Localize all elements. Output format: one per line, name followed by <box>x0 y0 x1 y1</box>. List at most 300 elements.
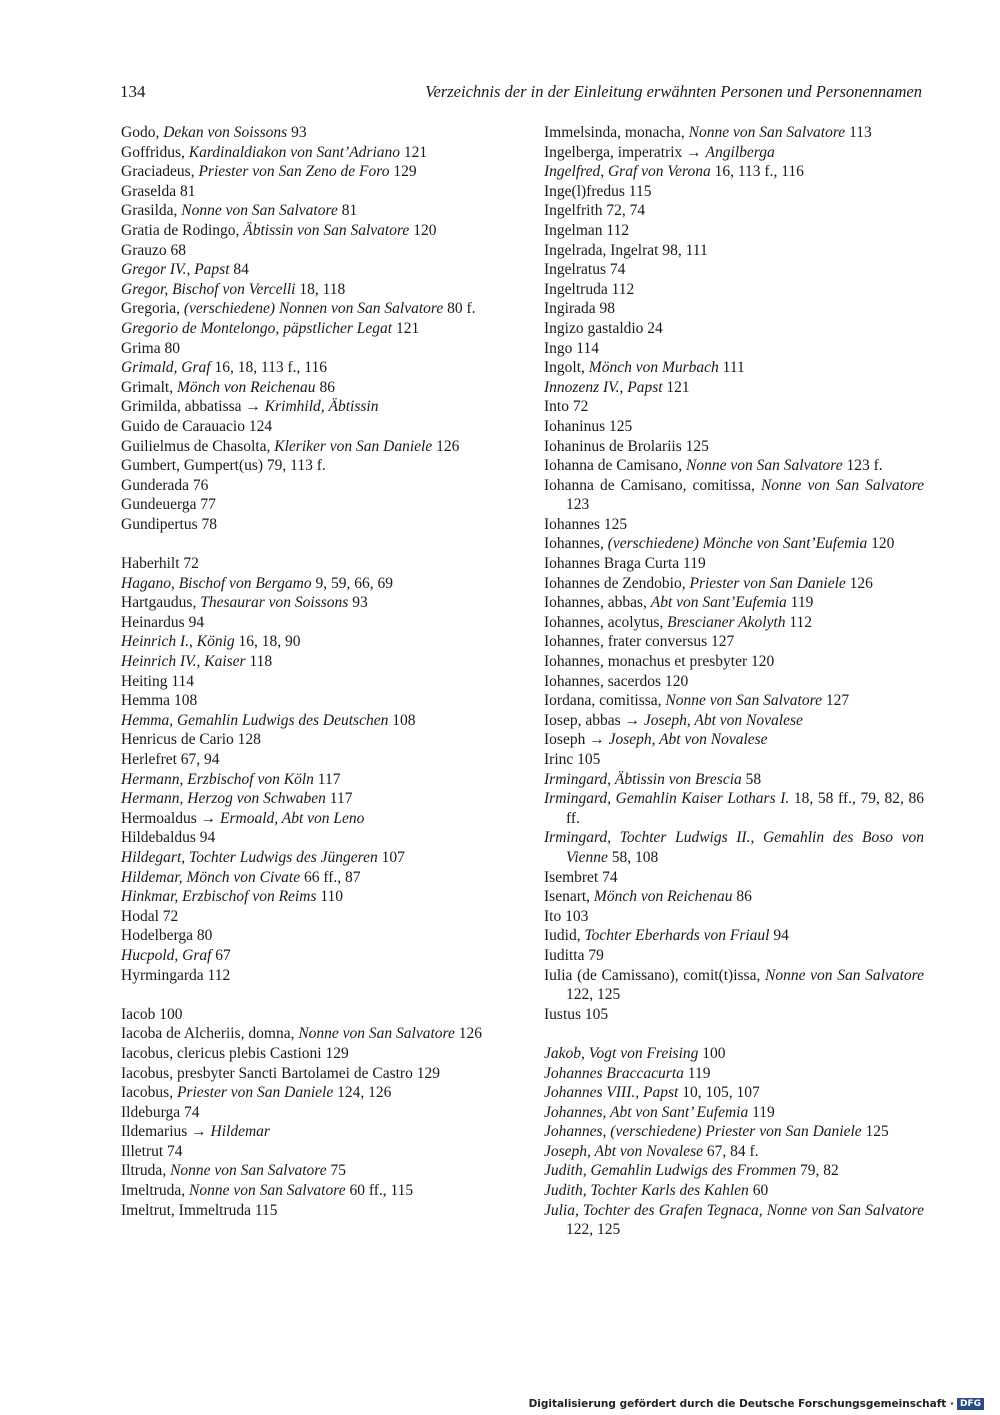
index-entry <box>544 397 924 417</box>
entry-italic-text: Angilberga <box>705 143 775 161</box>
entry-text: 10, 105, 107 <box>678 1084 760 1102</box>
entry-text: 58 <box>741 770 762 788</box>
index-entry <box>121 123 506 143</box>
entry-text: Grasilda, <box>121 202 182 220</box>
index-entry <box>121 966 506 986</box>
index-entry <box>121 339 506 359</box>
index-entry <box>544 926 924 946</box>
running-title: Verzeichnis der in der Einleitung erwähnten Personen und Personennamen <box>425 82 922 101</box>
entry-text: Gunderada 76 <box>121 476 209 494</box>
index-entry <box>544 241 924 261</box>
index-entry <box>121 926 506 946</box>
index-entry <box>121 1201 506 1221</box>
entry-text: Iohannes, abbas, <box>544 594 651 612</box>
entry-text: Heinardus 94 <box>121 613 205 631</box>
section-gap <box>544 1024 924 1044</box>
index-entry <box>121 887 506 907</box>
entry-text: Iohannes Braga Curta 119 <box>544 555 706 573</box>
entry-text: Ingelfrith 72, 74 <box>544 202 646 220</box>
index-entry <box>121 750 506 770</box>
entry-text: Iacobus, <box>121 1084 177 1102</box>
entry-text: Iohannes, sacerdos 120 <box>544 672 689 690</box>
section-gap <box>121 534 506 554</box>
index-entry <box>121 1181 506 1201</box>
entry-text: Grimilda, abbatissa → <box>121 398 265 416</box>
entry-text: 111 <box>718 359 745 377</box>
entry-text: Iohaninus de Brolariis 125 <box>544 437 709 455</box>
index-entry <box>121 495 506 515</box>
entry-italic-text: Ingelfred, Graf von Verona <box>544 163 711 181</box>
entry-text: Iohannes, acolytus, <box>544 613 668 631</box>
entry-text: 117 <box>325 790 353 808</box>
entry-text: Iuditta 79 <box>544 946 604 964</box>
entry-text: 67, 84 f. <box>702 1142 759 1160</box>
entry-italic-text: Thesaurar von Soissons <box>200 594 349 612</box>
index-entry <box>121 260 506 280</box>
entry-text: Hartgaudus, <box>121 594 201 612</box>
entry-text: Grima 80 <box>121 339 180 357</box>
entry-italic-text: Kleriker von San Daniele <box>274 437 433 455</box>
index-entry <box>121 1103 506 1123</box>
dfg-logo: DFG <box>957 1398 984 1410</box>
index-entry <box>544 750 924 770</box>
entry-text: Iacobus, clericus plebis Castioni 129 <box>121 1044 349 1062</box>
index-entry <box>544 828 924 867</box>
entry-text: Iacobus, presbyter Sancti Bartolamei de Castro 129 <box>121 1064 440 1082</box>
index-entry <box>121 515 506 535</box>
index-entry <box>544 691 924 711</box>
entry-text: Grauzo 68 <box>121 241 186 259</box>
index-column-left <box>121 123 506 1220</box>
index-entry <box>121 868 506 888</box>
entry-text: Graselda 81 <box>121 182 196 200</box>
entry-text: Gregoria, <box>121 300 184 318</box>
entry-text: 58, 108 <box>607 848 659 866</box>
entry-text: 125 <box>861 1123 889 1141</box>
index-entry <box>544 162 924 182</box>
entry-text: Iohaninus 125 <box>544 417 633 435</box>
entry-text: Ildemarius → <box>121 1123 211 1141</box>
index-entry <box>121 397 506 417</box>
entry-italic-text: Mönch von Murbach <box>588 359 719 377</box>
entry-text: Grimalt, <box>121 378 177 396</box>
index-entry <box>544 358 924 378</box>
entry-text: Ingelratus 74 <box>544 261 626 279</box>
entry-italic-text: Hildegart, Tochter Ludwigs des Jüngeren <box>121 848 378 866</box>
entry-text: 67 <box>211 946 231 964</box>
footer-credit: Digitalisierung gefördert durch die Deutsche Forschungsgemeinschaft · <box>528 1398 954 1410</box>
entry-italic-text: Nonne von San Salvatore <box>765 966 924 984</box>
entry-italic-text: Hagano, Bischof von Bergamo <box>121 574 312 592</box>
index-entry <box>544 260 924 280</box>
index-entry <box>544 221 924 241</box>
entry-italic-text: Nonne von San Salvatore <box>760 476 924 494</box>
index-entry <box>121 182 506 202</box>
index-entry <box>121 848 506 868</box>
entry-italic-text: Abt von Sant’Eufemia <box>650 594 787 612</box>
entry-text: Into 72 <box>544 398 589 416</box>
entry-text: Ioseph → <box>544 731 609 749</box>
index-entry <box>544 1122 924 1142</box>
entry-italic-text: Joseph, Abt von Novalese <box>608 731 768 749</box>
entry-text: Graciadeus, <box>121 163 199 181</box>
index-entry <box>544 378 924 398</box>
index-entry <box>121 1024 506 1044</box>
entry-text: Iohannes, frater conversus 127 <box>544 633 735 651</box>
entry-text: 126 <box>454 1025 483 1043</box>
index-entry <box>544 1064 924 1084</box>
entry-text: Hyrmingarda 112 <box>121 966 231 984</box>
entry-text: Heiting 114 <box>121 672 195 690</box>
index-entry <box>121 378 506 398</box>
index-entry <box>121 201 506 221</box>
entry-text: 60 ff., 115 <box>345 1182 414 1200</box>
entry-italic-text: Gregorio de Montelongo, päpstlicher Legat <box>121 319 393 337</box>
index-entry <box>544 613 924 633</box>
entry-text: 121 <box>662 378 690 396</box>
index-entry <box>544 417 924 437</box>
index-entry <box>121 417 506 437</box>
entry-italic-text: Judith, Tochter Karls des Kahlen <box>544 1182 749 1200</box>
index-entry <box>121 770 506 790</box>
entry-text: Ildeburga 74 <box>121 1103 200 1121</box>
entry-text: Iudid, <box>544 927 585 945</box>
index-column-right <box>544 123 924 1240</box>
index-entry <box>544 1044 924 1064</box>
index-entry <box>121 456 506 476</box>
index-entry <box>121 809 506 829</box>
index-entry <box>544 770 924 790</box>
index-entry <box>544 182 924 202</box>
entry-text: 122, 125 <box>566 986 621 1004</box>
entry-text: 93 <box>287 124 307 141</box>
entry-italic-text: Nonne von San Salvatore <box>181 202 338 220</box>
entry-italic-text: Joseph, Abt von Novalese <box>544 1142 703 1160</box>
entry-italic-text: Nonne von San Salvatore <box>665 692 822 710</box>
index-entry <box>544 593 924 613</box>
entry-text: Ingizo gastaldio 24 <box>544 319 663 337</box>
index-entry <box>544 456 924 476</box>
index-entry <box>544 966 924 1005</box>
entry-text: 121 <box>400 143 428 161</box>
index-entry <box>121 476 506 496</box>
entry-text: 75 <box>326 1162 347 1180</box>
entry-italic-text: Priester von San Daniele <box>176 1084 334 1102</box>
entry-text: Iohannes de Zendobio, <box>544 574 690 592</box>
entry-text: Iacob 100 <box>121 1005 183 1023</box>
entry-italic-text: Hildemar <box>210 1123 270 1141</box>
entry-italic-text: Hildemar, Mönch von Civate <box>121 868 301 886</box>
index-entry <box>121 1005 506 1025</box>
index-entry <box>544 143 924 163</box>
index-entry <box>544 789 924 828</box>
index-entry <box>544 1005 924 1025</box>
index-entry <box>121 574 506 594</box>
index-entry <box>544 1083 924 1103</box>
entry-italic-text: Judith, Gemahlin Ludwigs des Frommen <box>544 1162 797 1180</box>
index-entry <box>544 672 924 692</box>
index-entry <box>121 1044 506 1064</box>
entry-text: Herlefret 67, 94 <box>121 751 220 768</box>
entry-text: Gratia de Rodingo, <box>121 221 244 239</box>
entry-italic-text: Brescianer Akolyth <box>667 613 786 631</box>
index-entry <box>544 887 924 907</box>
index-entry <box>121 828 506 848</box>
entry-text: 66 ff., 87 <box>300 868 361 886</box>
entry-text: Ingeltruda 112 <box>544 280 635 298</box>
entry-italic-text: Nonne von San Salvatore <box>170 1162 327 1180</box>
entry-italic-text: Priester von San Daniele <box>689 574 846 592</box>
entry-text: Hemma 108 <box>121 692 198 710</box>
entry-text: 9, 59, 66, 69 <box>311 574 393 592</box>
entry-text: Hodal 72 <box>121 907 179 925</box>
index-entry <box>544 299 924 319</box>
entry-text: Isembret 74 <box>544 868 618 886</box>
entry-italic-text: Mönch von Reichenau <box>593 888 733 906</box>
page-number: 134 <box>120 82 146 101</box>
entry-italic-text: Nonne von San Salvatore <box>688 124 846 141</box>
entry-text: Iohanna de Camisano, <box>544 457 687 475</box>
entry-text: 123 f. <box>842 457 883 475</box>
index-entry <box>121 730 506 750</box>
entry-italic-text: Gregor, Bischof von Vercelli <box>121 280 296 298</box>
index-entry <box>121 946 506 966</box>
index-entry <box>544 1181 924 1201</box>
entry-text: Imeltruda, <box>121 1182 190 1200</box>
entry-italic-text: (verschiedene) Nonnen von San Salvatore <box>183 300 444 318</box>
index-entry <box>121 299 506 319</box>
entry-text: Iltruda, <box>121 1162 171 1180</box>
entry-text: 81 <box>337 202 358 220</box>
index-entry <box>544 711 924 731</box>
index-entry <box>544 201 924 221</box>
entry-italic-text: Johannes VIII., Papst <box>544 1084 679 1102</box>
entry-text: Inge(l)fredus 115 <box>544 182 652 200</box>
entry-text: 100 <box>698 1044 726 1062</box>
entry-text: Illetrut 74 <box>121 1142 183 1160</box>
entry-italic-text: Irmingard, Äbtissin von Brescia <box>544 770 742 788</box>
index-entry <box>121 1083 506 1103</box>
entry-text: Henricus de Cario 128 <box>121 731 261 749</box>
entry-text: Gundipertus 78 <box>121 515 218 533</box>
entry-text: Ingirada 98 <box>544 300 616 318</box>
entry-text: Guido de Carauacio 124 <box>121 417 273 435</box>
entry-text: Iulia (de Camissano), comit(t)issa, <box>544 966 766 984</box>
entry-italic-text: Nonne von San Salvatore <box>298 1025 455 1043</box>
index-entry <box>544 1142 924 1162</box>
entry-italic-text: Tochter Eberhards von Friaul <box>584 927 770 945</box>
index-entry <box>121 907 506 927</box>
index-entry <box>121 711 506 731</box>
entry-italic-text: Johannes Braccacurta <box>544 1064 684 1082</box>
entry-text: Goffridus, <box>121 143 189 161</box>
entry-text: 119 <box>786 594 814 612</box>
index-entry <box>544 946 924 966</box>
entry-italic-text: (verschiedene) Mönche von Sant’Eufemia <box>607 535 868 553</box>
entry-text: Haberhilt 72 <box>121 555 199 573</box>
index-entry <box>544 554 924 574</box>
entry-text: Irinc 105 <box>544 751 601 768</box>
entry-text: 110 <box>316 888 344 906</box>
index-entry <box>544 1161 924 1181</box>
index-entry <box>121 1161 506 1181</box>
index-entry <box>544 652 924 672</box>
entry-text: Imeltrut, Immeltruda 115 <box>121 1201 278 1219</box>
entry-italic-text: Hemma, Gemahlin Ludwigs des Deutschen <box>121 711 389 729</box>
entry-text: 120 <box>867 535 895 553</box>
entry-text: Hildebaldus 94 <box>121 829 216 847</box>
entry-text: 16, 113 f., 116 <box>710 163 804 181</box>
entry-text: 113 <box>845 124 872 141</box>
entry-italic-text: Julia, Tochter des Grafen Tegnaca, Nonne von San Salvatore <box>544 1201 924 1219</box>
index-entry <box>544 123 924 143</box>
entry-italic-text: Dekan von Soissons <box>163 124 288 141</box>
entry-italic-text: Irmingard, Gemahlin Kaiser Lothars I. <box>544 790 790 808</box>
index-entry <box>544 574 924 594</box>
page-header <box>120 82 922 108</box>
entry-text: 121 <box>392 319 420 337</box>
index-entry <box>544 868 924 888</box>
index-entry <box>121 358 506 378</box>
entry-text: 80 f. <box>443 300 476 318</box>
index-entry <box>544 907 924 927</box>
index-entry <box>544 515 924 535</box>
entry-italic-text: Heinrich I., König <box>121 633 235 651</box>
entry-italic-text: Irmingard, Tochter Ludwigs II., Gemahlin des Boso von Vienne <box>544 829 924 866</box>
entry-italic-text: Jakob, Vogt von Freising <box>544 1044 699 1062</box>
entry-text: Ingolt, <box>544 359 589 377</box>
entry-text: 129 <box>389 163 417 181</box>
entry-text: Iustus 105 <box>544 1005 609 1023</box>
index-entry <box>121 241 506 261</box>
entry-italic-text: Hermann, Herzog von Schwaben <box>121 790 326 808</box>
index-entry <box>121 1122 506 1142</box>
entry-text: 117 <box>313 770 341 788</box>
entry-text: 122, 125 <box>566 1221 621 1239</box>
index-entry <box>121 1142 506 1162</box>
entry-italic-text: Johannes, Abt von Sant’ Eufemia <box>544 1103 749 1121</box>
entry-text: Guilielmus de Chasolta, <box>121 437 275 455</box>
entry-text: 123 <box>566 496 590 514</box>
entry-text: Ingelman 112 <box>544 221 630 239</box>
entry-text: 118 <box>245 653 273 671</box>
entry-italic-text: Hinkmar, Erzbischof von Reims <box>121 888 317 906</box>
index-entry <box>121 593 506 613</box>
entry-text: 16, 18, 113 f., 116 <box>210 359 327 377</box>
index-entry <box>544 319 924 339</box>
entry-italic-text: Hucpold, Graf <box>121 946 212 964</box>
entry-text: 86 <box>732 888 752 906</box>
entry-italic-text: Grimald, Graf <box>121 359 211 377</box>
entry-italic-text: Kardinaldiakon von Sant’Adriano <box>188 143 400 161</box>
index-entry <box>121 143 506 163</box>
index-entry <box>544 534 924 554</box>
index-entry <box>121 652 506 672</box>
entry-text: Iosep, abbas → <box>544 711 644 729</box>
entry-italic-text: Nonne von San Salvatore <box>189 1182 346 1200</box>
index-entry <box>544 730 924 750</box>
index-entry <box>121 691 506 711</box>
entry-text: 93 <box>348 594 368 612</box>
entry-text: Iacoba de Alcheriis, domna, <box>121 1025 299 1043</box>
entry-text: Hodelberga 80 <box>121 927 213 945</box>
index-entry <box>544 632 924 652</box>
entry-text: 16, 18, 90 <box>234 633 301 651</box>
entry-italic-text: Äbtissin von San Salvatore <box>243 221 410 239</box>
entry-text: Ito 103 <box>544 907 589 925</box>
section-gap <box>121 985 506 1005</box>
entry-text: Ingelberga, imperatrix → <box>544 143 706 161</box>
entry-text: 107 <box>377 848 405 866</box>
entry-text: 124, 126 <box>333 1084 392 1102</box>
index-entry <box>544 437 924 457</box>
entry-italic-text: Priester von San Zeno de Foro <box>198 163 390 181</box>
entry-italic-text: Krimhild, Äbtissin <box>264 398 379 416</box>
index-entry <box>544 476 924 515</box>
footer <box>529 1398 984 1410</box>
entry-italic-text: Johannes, (verschiedene) Priester von San Daniele <box>544 1123 862 1141</box>
entry-text: Iohannes, <box>544 535 608 553</box>
entry-text: Hermoaldus → <box>121 809 221 827</box>
entry-text: 18, 58 ff., 79, 82, 86 ff. <box>566 790 924 827</box>
entry-text: 86 <box>315 378 335 396</box>
entry-text: Godo, <box>121 124 164 141</box>
entry-text: Ingo 114 <box>544 339 599 357</box>
index-entry <box>544 280 924 300</box>
index-entry <box>121 162 506 182</box>
index-entry <box>121 280 506 300</box>
entry-text: Iohannes 125 <box>544 515 628 533</box>
entry-italic-text: Heinrich IV., Kaiser <box>121 653 246 671</box>
entry-text: Iohanna de Camisano, comitissa, <box>544 476 761 494</box>
entry-italic-text: Nonne von San Salvatore <box>686 457 843 475</box>
entry-text: 60 <box>748 1182 769 1200</box>
index-entry <box>544 1103 924 1123</box>
index-entry <box>121 554 506 574</box>
entry-italic-text: Innozenz IV., Papst <box>544 378 663 396</box>
index-entry <box>121 319 506 339</box>
entry-italic-text: Hermann, Erzbischof von Köln <box>121 770 314 788</box>
index-entry <box>121 1064 506 1084</box>
entry-text: 127 <box>821 692 850 710</box>
entry-text: Iordana, comitissa, <box>544 692 666 710</box>
entry-text: 18, 118 <box>295 280 346 298</box>
entry-text: 126 <box>432 437 460 455</box>
index-entry <box>121 672 506 692</box>
entry-text: Immelsinda, monacha, <box>544 124 689 141</box>
entry-italic-text: Ermoald, Abt von Leno <box>220 809 365 827</box>
entry-text: 120 <box>409 221 437 239</box>
entry-text: 119 <box>683 1064 711 1082</box>
index-entry <box>121 789 506 809</box>
entry-text: 126 <box>845 574 873 592</box>
entry-text: Iohannes, monachus et presbyter 120 <box>544 653 775 671</box>
entry-text: Gumbert, Gumpert(us) 79, 113 f. <box>121 457 326 475</box>
entry-italic-text: Gregor IV., Papst <box>121 261 230 279</box>
entry-text: 79, 82 <box>796 1162 839 1180</box>
entry-text: 112 <box>785 613 813 631</box>
index-entry <box>121 613 506 633</box>
index-entry <box>121 632 506 652</box>
entry-italic-text: Mönch von Reichenau <box>176 378 316 396</box>
entry-text: 119 <box>748 1103 775 1121</box>
entry-text: 94 <box>769 927 789 945</box>
entry-text: 84 <box>229 261 249 279</box>
entry-text: Gundeuerga 77 <box>121 496 216 514</box>
index-entry <box>544 339 924 359</box>
index-entry <box>121 221 506 241</box>
entry-text: 108 <box>388 711 416 729</box>
